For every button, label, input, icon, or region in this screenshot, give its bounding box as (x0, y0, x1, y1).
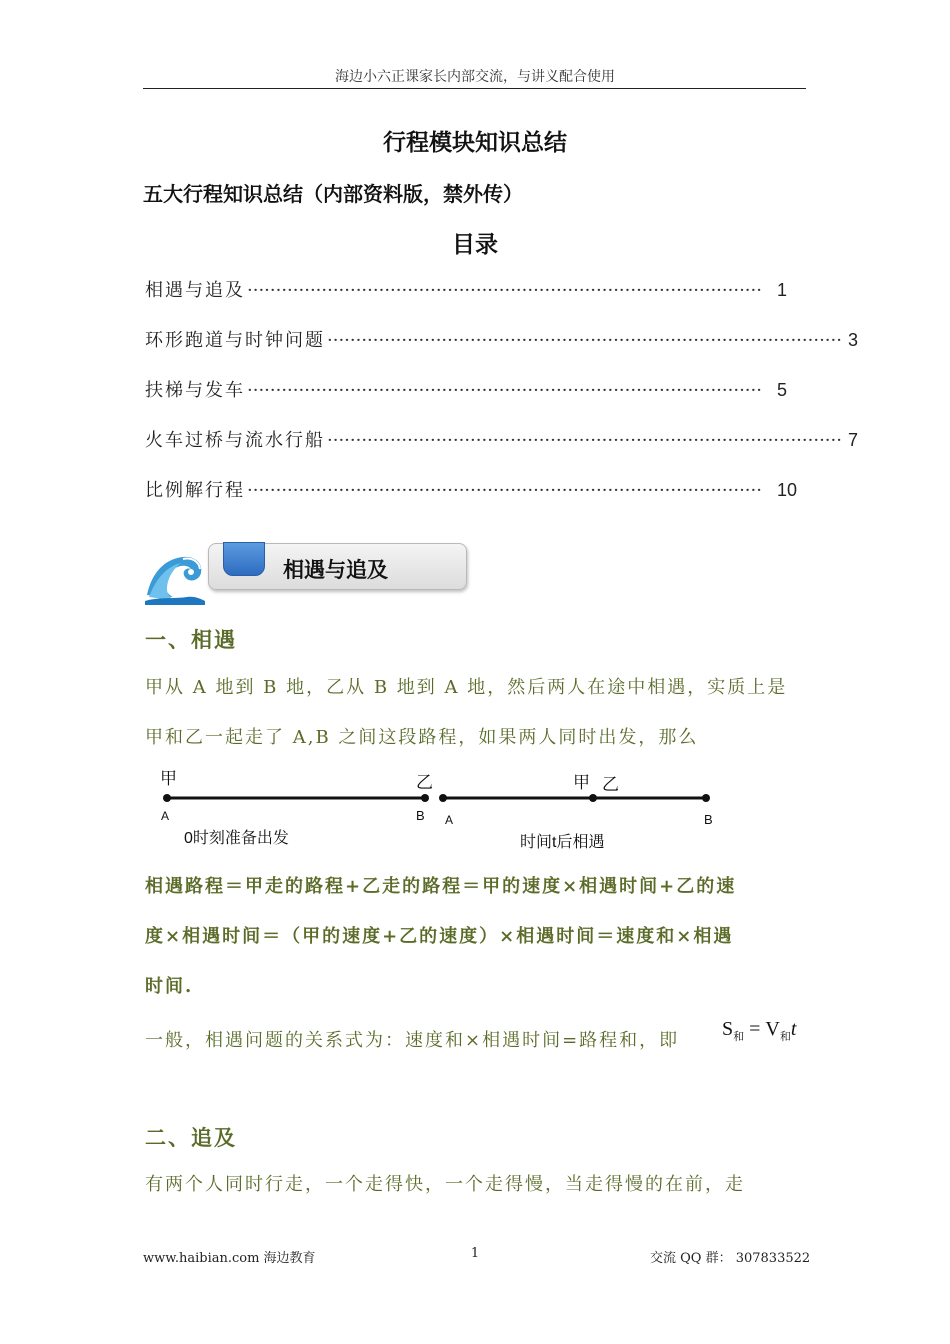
toc-heading: 目录 (452, 232, 498, 258)
paragraph-line: 甲和乙一起走了 A,B 之间这段路程，如果两人同时出发，那么 (145, 727, 699, 748)
section-heading-chase: 二、追及 (145, 1125, 237, 1150)
section-banner (208, 543, 467, 590)
section-banner-label: 相遇与追及 (283, 558, 388, 582)
label-a-meet: A (445, 813, 454, 827)
toc-item[interactable] (145, 476, 805, 526)
formula-sub-s: 和 (733, 1031, 745, 1043)
wave-icon (143, 545, 207, 605)
toc-item-page: 5 (777, 380, 788, 400)
toc-item[interactable] (145, 376, 805, 426)
footer-website[interactable]: www.haibian.com 海边教育 (143, 1251, 316, 1266)
formula-v: V (765, 1018, 780, 1040)
toc-item-page: 7 (847, 430, 858, 450)
header-note: 海边小六正课家长内部交流，与讲义配合使用 (335, 69, 615, 85)
formula-s: S (722, 1018, 734, 1040)
formula-eq: = (749, 1018, 761, 1040)
header-rule (143, 88, 806, 89)
toc-item-label: 环形跑道与时钟问题 (145, 330, 325, 351)
meeting-diagram (150, 762, 730, 862)
formula-line: 相遇路程＝甲走的路程+乙走的路程＝甲的速度×相遇时间+乙的速 (145, 876, 737, 897)
relation-text: 一般，相遇问题的关系式为：速度和×相遇时间=路程和，即 (145, 1030, 680, 1051)
toc-leader: ·························································································· (247, 280, 762, 301)
footer-qq: 交流 QQ 群： 307833522 (650, 1251, 811, 1266)
toc-leader: ·························································································· (327, 430, 842, 451)
document-title: 行程模块知识总结 (383, 130, 567, 156)
toc-item-label: 相遇与追及 (145, 280, 245, 301)
point-b-start (421, 794, 429, 802)
page-number: 1 (470, 1246, 480, 1261)
document-subtitle: 五大行程知识总结（内部资料版，禁外传） (143, 182, 523, 206)
paragraph-line: 有两个人同时行走，一个走得快，一个走得慢，当走得慢的在前，走 (145, 1174, 745, 1195)
table-of-contents (145, 276, 858, 526)
toc-item-page: 3 (847, 330, 858, 350)
point-meeting (589, 794, 597, 802)
meeting-formula (722, 1018, 796, 1044)
formula-t: t (790, 1018, 797, 1040)
label-b-start: B (416, 808, 425, 823)
label-yi-start: 乙 (416, 773, 433, 792)
label-b-meet: B (704, 812, 713, 827)
toc-item-page: 1 (777, 280, 788, 300)
toc-item-page: 10 (777, 480, 798, 500)
toc-item-label: 比例解行程 (145, 480, 245, 501)
label-a-start: A (161, 809, 170, 823)
section-heading-meet: 一、相遇 (145, 627, 237, 652)
formula-sub-v: 和 (779, 1031, 791, 1043)
toc-leader: ·························································································· (327, 330, 842, 351)
toc-item[interactable] (145, 276, 805, 326)
toc-item-label: 火车过桥与流水行船 (145, 430, 325, 451)
label-yi-meet: 乙 (602, 775, 619, 794)
caption-meet: 时间t后相遇 (520, 834, 605, 851)
paragraph-line: 甲从 A 地到 B 地，乙从 B 地到 A 地，然后两人在途中相遇，实质上是 (145, 677, 788, 698)
toc-leader: ·························································································· (247, 380, 762, 401)
formula-line: 度×相遇时间＝（甲的速度+乙的速度）×相遇时间＝速度和×相遇 (145, 926, 734, 947)
toc-item[interactable] (145, 326, 858, 376)
banner-tab (223, 542, 265, 576)
toc-item[interactable] (145, 426, 858, 476)
point-a-meet (439, 794, 447, 802)
point-b-meet (702, 794, 710, 802)
formula-line: 时间. (145, 976, 194, 997)
label-jia-start: 甲 (160, 769, 177, 788)
label-jia-meet: 甲 (573, 773, 590, 792)
point-a-start (163, 794, 171, 802)
toc-leader: ·························································································· (247, 480, 762, 501)
toc-item-label: 扶梯与发车 (145, 380, 245, 401)
caption-start: 0时刻准备出发 (184, 830, 289, 847)
